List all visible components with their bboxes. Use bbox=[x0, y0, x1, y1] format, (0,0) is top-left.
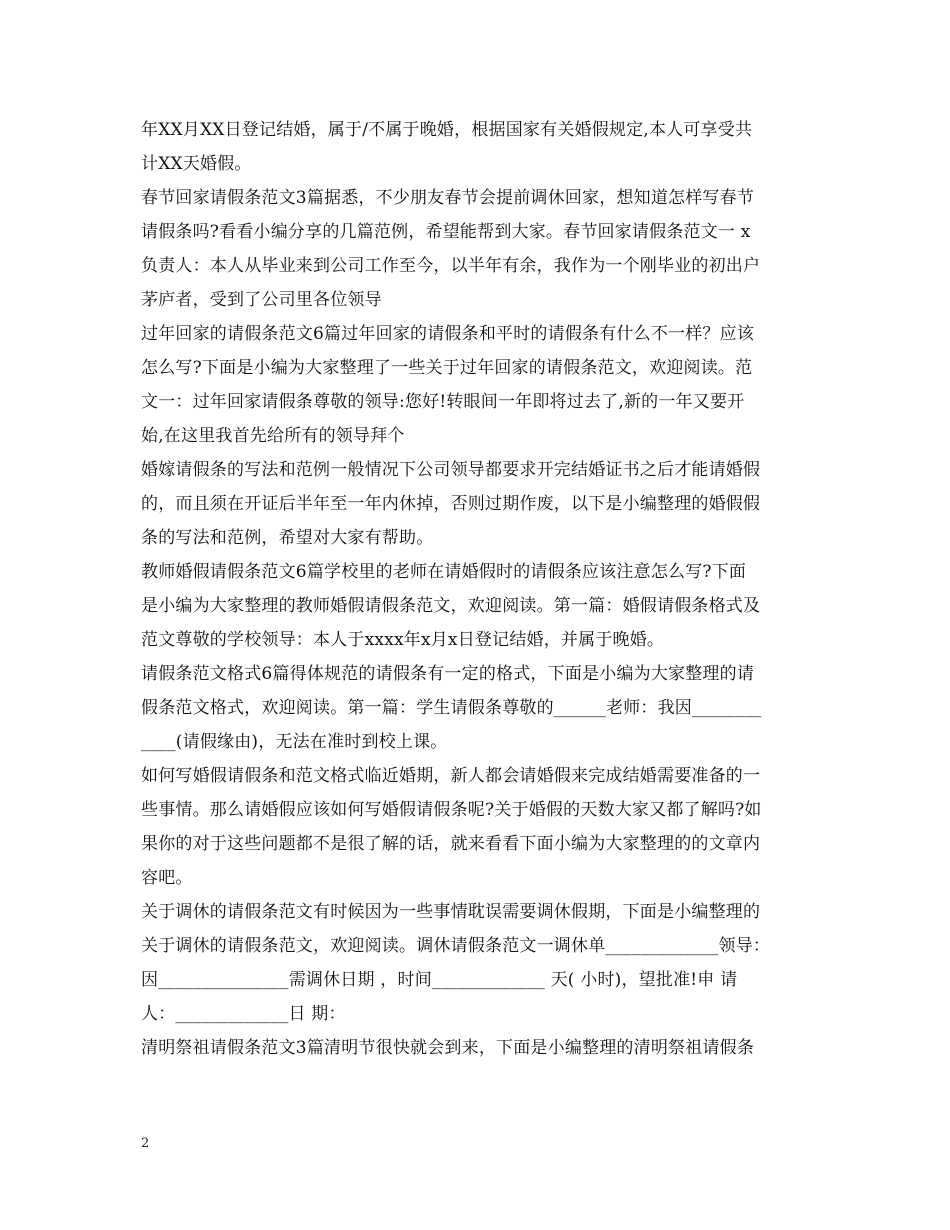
text-line: 婚嫁请假条的写法和范例一般情况下公司领导都要求开完结婚证书之后才能请婚假 bbox=[141, 460, 761, 480]
text-line: 年XX月XX日登记结婚，属于/不属于晚婚，根据国家有关婚假规定,本人可享受共 bbox=[141, 120, 753, 140]
text-line: 些事情。那么请婚假应该如何写婚假请假条呢?关于婚假的天数大家又都了解吗?如 bbox=[141, 800, 762, 820]
text-line: 始,在这里我首先给所有的领导拜个 bbox=[141, 426, 405, 446]
text-line: 果你的对于这些问题都不是很了解的话，就来看看下面小编为大家整理的的文章内 bbox=[141, 834, 761, 854]
text-line: 请假条吗?看看小编分享的几篇范例，希望能帮到大家。春节回家请假条范文一 x bbox=[141, 222, 751, 242]
text-line: 范文尊敬的学校领导：本人于xxxx年x月x日登记结婚，并属于晚婚。 bbox=[141, 630, 665, 650]
text-line: 请假条范文格式6篇得体规范的请假条有一定的格式，下面是小编为大家整理的请 bbox=[141, 664, 755, 684]
text-line: 关于调休的请假条范文，欢迎阅读。调休请假条范文一调休单_____________领导： bbox=[141, 936, 771, 956]
text-line: 春节回家请假条范文3篇据悉，不少朋友春节会提前调休回家，想知道怎样写春节 bbox=[141, 188, 755, 208]
text-line: ____(请假缘由)，无法在准时到校上课。 bbox=[141, 732, 448, 752]
text-line: 关于调休的请假条范文有时候因为一些事情耽误需要调休假期，下面是小编整理的 bbox=[141, 902, 761, 922]
text-line: 过年回家的请假条范文6篇过年回家的请假条和平时的请假条有什么不一样？应该 bbox=[141, 324, 755, 344]
text-line: 茅庐者，受到了公司里各位领导 bbox=[141, 290, 382, 310]
document-body bbox=[141, 113, 831, 1065]
text-line: 如何写婚假请假条和范文格式临近婚期，新人都会请婚假来完成结婚需要准备的一 bbox=[141, 766, 761, 786]
text-line: 是小编为大家整理的教师婚假请假条范文，欢迎阅读。第一篇：婚假请假条格式及 bbox=[141, 596, 761, 616]
page-number: 2 bbox=[141, 1136, 150, 1151]
text-line: 的，而且须在开证后半年至一年内休掉，否则过期作废，以下是小编整理的婚假假 bbox=[141, 494, 761, 514]
text-line: 负责人：本人从毕业来到公司工作至今，以半年有余，我作为一个刚毕业的初出户 bbox=[141, 256, 761, 276]
text-line: 清明祭祖请假条范文3篇清明节很快就会到来，下面是小编整理的清明祭祖请假条 bbox=[141, 1038, 755, 1058]
text-line: 假条范文格式，欢迎阅读。第一篇：学生请假条尊敬的______老师：我因________ bbox=[141, 698, 762, 718]
text-line: 教师婚假请假条范文6篇学校里的老师在请婚假时的请假条应该注意怎么写?下面 bbox=[141, 562, 747, 582]
text-line: 人：_____________日 期： bbox=[141, 1004, 346, 1024]
text-line: 怎么写?下面是小编为大家整理了一些关于过年回家的请假条范文，欢迎阅读。范 bbox=[141, 358, 753, 378]
text-line: 因_______________需调休日期 ，时间_____________ 天( 小时)，望批准!申 请 bbox=[141, 970, 738, 990]
text-line: 文一：过年回家请假条尊敬的领导:您好!转眼间一年即将过去了,新的一年又要开 bbox=[141, 392, 745, 412]
text-line: 容吧。 bbox=[141, 868, 193, 888]
text-line: 条的写法和范例，希望对大家有帮助。 bbox=[141, 528, 434, 548]
text-line: 计XX天婚假。 bbox=[141, 154, 252, 174]
